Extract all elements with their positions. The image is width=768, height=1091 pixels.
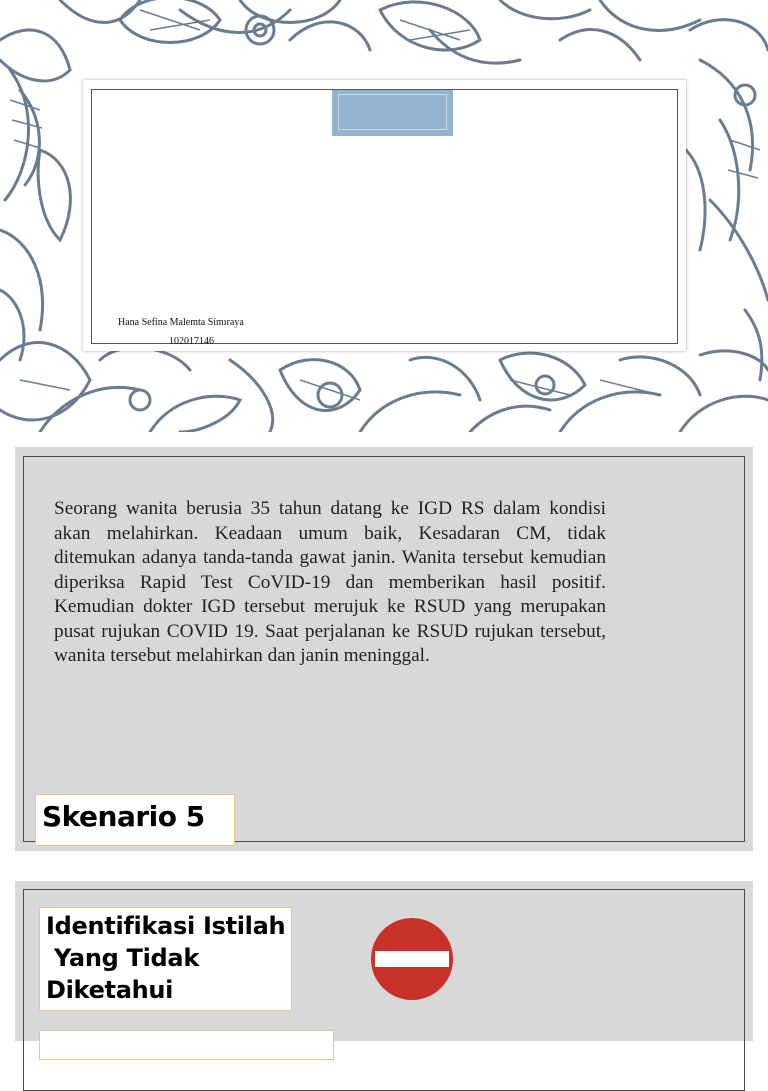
title-card-frame — [91, 89, 678, 347]
next-label-box — [39, 1030, 334, 1060]
istilah-slide — [15, 881, 753, 1041]
author-name: Hana Sefina Malemta Simıraya — [118, 317, 244, 328]
istilah-frame — [23, 889, 745, 1091]
title-slide — [0, 0, 768, 432]
author-id: 102017146 — [169, 336, 214, 347]
scenario-text: Seorang wanita berusia 35 tahun datang ke IGD RS dalam kondisi akan melahirkan. Keadaan umum baik, Kesadaran CM, tidak ditemukan adanya tanda-tanda gawat janin. Wanita tersebut kemudian diperiksa Rapid Test CoVID-19 dan memberikan hasil positif. Kemudian dokter IGD tersebut merujuk ke RSUD yang merupakan pusat rujukan COVID 19. Saat perjalanan ke RSUD rujukan tersebut, wanita tersebut melahirkan dan janin meninggal. — [54, 498, 606, 666]
istilah-label — [39, 907, 292, 1011]
title-card — [83, 80, 686, 351]
istilah-label-line-3: Diketahui — [46, 976, 174, 1004]
scenario-frame — [23, 456, 745, 842]
scenario-slide — [15, 447, 753, 851]
istilah-label-line-2: Yang Tidak — [46, 944, 199, 972]
scenario-label: Skenario 5 — [35, 794, 235, 846]
istilah-label-line-1: Identifikasi Istilah — [46, 912, 286, 940]
no-entry-icon — [370, 917, 454, 1001]
title-card-tab — [332, 90, 453, 136]
